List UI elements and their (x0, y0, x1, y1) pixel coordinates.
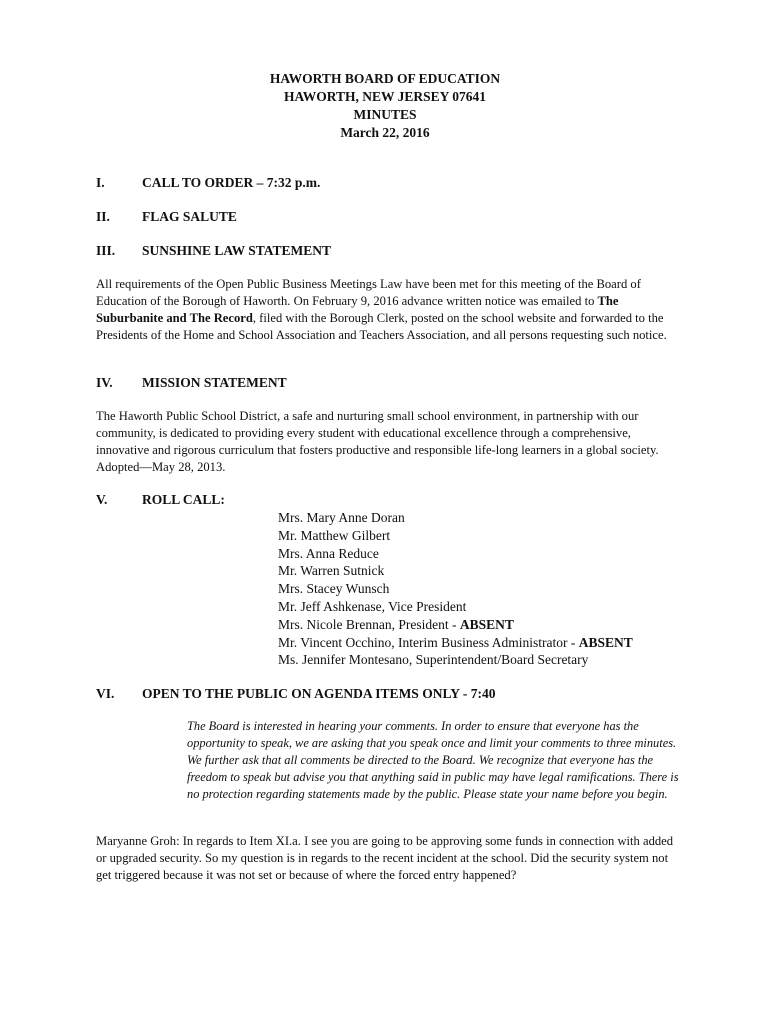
public-comment-groh: Maryanne Groh: In regards to Item XI.a. I see you are going to be approving some funds in connection with added or upgraded security. So my question is in regards to the recent incident at the school. Did the security system not get triggered because it was not set or because of where the forced entry happened? (96, 834, 674, 882)
roll-member: Mr. Warren Sutnick (278, 563, 385, 579)
document-header (0, 70, 770, 142)
sunshine-paragraph (96, 276, 686, 344)
board-name: HAWORTH BOARD OF EDUCATION (269, 71, 501, 86)
section-flag-salute (96, 209, 237, 225)
member-name: Mrs. Nicole Brennan, President - (278, 616, 460, 632)
section-number: II. (96, 209, 110, 224)
roll-member-absent (278, 616, 633, 634)
absent-label: ABSENT (578, 634, 633, 650)
doc-type: MINUTES (353, 107, 417, 122)
section-title: CALL TO ORDER – 7:32 p.m. (142, 175, 321, 190)
section-sunshine-law (96, 243, 331, 259)
member-name: Mr. Vincent Occhino, Interim Business Administrator - (278, 634, 579, 650)
section-mission (96, 375, 287, 391)
sunshine-text: All requirements of the Open Public Business Meetings Law have been met for this meeting of the Board of Education of the Borough of Haworth. On February 9, 2016 advance written notice was emailed to (96, 277, 641, 308)
roll-member: Mrs. Mary Anne Doran (278, 510, 405, 525)
public-comment-notice: The Board is interested in hearing your comments. In order to ensure that everyone has the opportunity to speak, we are asking that you speak once and limit your comments to three minutes. We further ask that all comments be directed to the Board. We recognize that everyone has the freedom to speak but advise you that anything said in public may have legal ramifications. There is no protection regarding statements made by the public. Please state your name before you begin. (187, 719, 679, 801)
newspaper-names: The Suburbanite and The Record (96, 294, 619, 325)
section-number: I. (96, 175, 105, 190)
roll-member: Mr. Matthew Gilbert (278, 527, 391, 543)
section-title: SUNSHINE LAW STATEMENT (142, 243, 332, 258)
section-roll-call (96, 492, 225, 508)
roll-member-absent (278, 634, 633, 652)
sunshine-text-cont: , filed with the Borough Clerk, posted on the school website and forwarded to the Presidents of the Home and School Association and Teachers Association, and all persons requesting such notice. (96, 311, 667, 342)
location: HAWORTH, NEW JERSEY 07641 (283, 89, 487, 104)
section-number: IV. (96, 375, 113, 390)
section-title: OPEN TO THE PUBLIC ON AGENDA ITEMS ONLY - 7:40 (142, 686, 496, 701)
mission-paragraph: The Haworth Public School District, a safe and nurturing small school environment, in partnership with our community, is dedicated to providing every student with educational excellence through a comprehensive, innovative and rigorous curriculum that fosters productive and responsible life-long learners in a global society. Adopted—May 28, 2013. (96, 409, 659, 474)
section-number: V. (96, 492, 108, 507)
roll-member: Ms. Jennifer Montesano, Superintendent/Board Secretary (278, 652, 589, 668)
section-title: MISSION STATEMENT (142, 375, 287, 390)
absent-label: ABSENT (459, 616, 514, 632)
section-title: ROLL CALL: (142, 492, 225, 507)
section-open-to-public (96, 686, 495, 702)
roll-member: Mrs. Anna Reduce (278, 545, 379, 561)
roll-member: Mr. Jeff Ashkenase, Vice President (278, 598, 467, 614)
roll-call-list (278, 509, 633, 669)
section-call-to-order (96, 175, 320, 191)
roll-member: Mrs. Stacey Wunsch (278, 581, 390, 597)
section-number: VI. (96, 686, 115, 701)
section-title: FLAG SALUTE (142, 209, 237, 224)
meeting-date: March 22, 2016 (340, 125, 430, 140)
section-number: III. (96, 243, 116, 258)
